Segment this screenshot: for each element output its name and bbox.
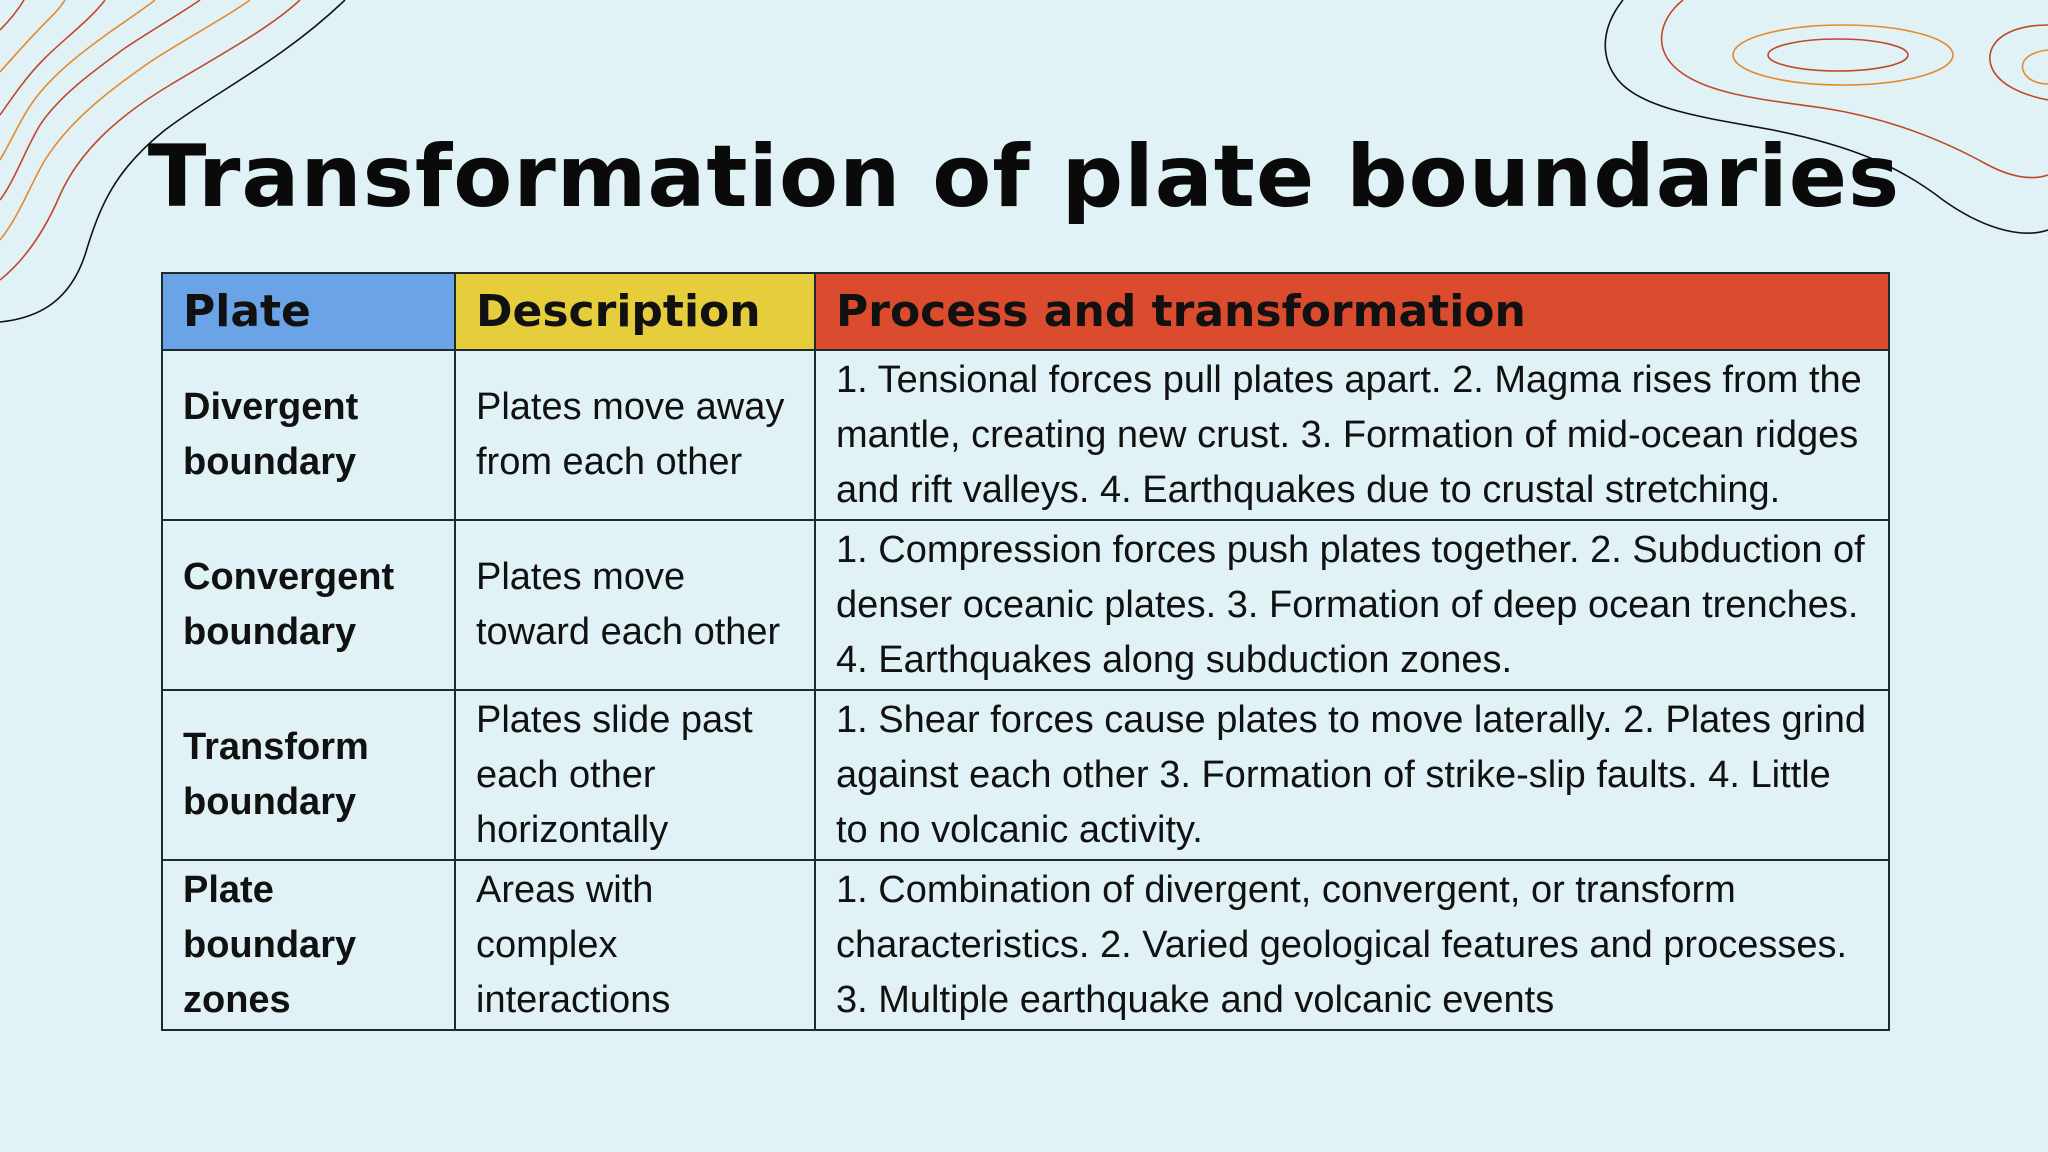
plate-cell: Plate boundary zones [162,860,455,1030]
plate-boundaries-table [161,272,1890,1031]
description-cell: Areas with complex interactions [455,860,815,1030]
plate-cell: Transform boundary [162,690,455,860]
header-process: Process and transformation [815,273,1889,350]
header-plate: Plate [162,273,455,350]
description-cell: Plates move away from each other [455,350,815,520]
description-cell: Plates slide past each other horizontally [455,690,815,860]
table-row [162,350,1889,520]
process-cell: 1. Shear forces cause plates to move laterally. 2. Plates grind against each other 3. Formation of strike-slip faults. 4. Little to no volcanic activity. [815,690,1889,860]
plate-cell: Divergent boundary [162,350,455,520]
process-cell: 1. Tensional forces pull plates apart. 2. Magma rises from the mantle, creating new crust. 3. Formation of mid-ocean ridges and rift valleys. 4. Earthquakes due to crustal stretching. [815,350,1889,520]
table-row [162,690,1889,860]
page-title: Transformation of plate boundaries [147,127,1901,227]
process-cell: 1. Combination of divergent, convergent, or transform characteristics. 2. Varied geological features and processes. 3. Multiple earthquake and volcanic events [815,860,1889,1030]
description-cell: Plates move toward each other [455,520,815,690]
header-description: Description [455,273,815,350]
table-row [162,860,1889,1030]
table-row [162,520,1889,690]
process-cell: 1. Compression forces push plates together. 2. Subduction of denser oceanic plates. 3. Formation of deep ocean trenches. 4. Earthquakes along subduction zones. [815,520,1889,690]
plate-cell: Convergent boundary [162,520,455,690]
table-header-row [162,273,1889,350]
